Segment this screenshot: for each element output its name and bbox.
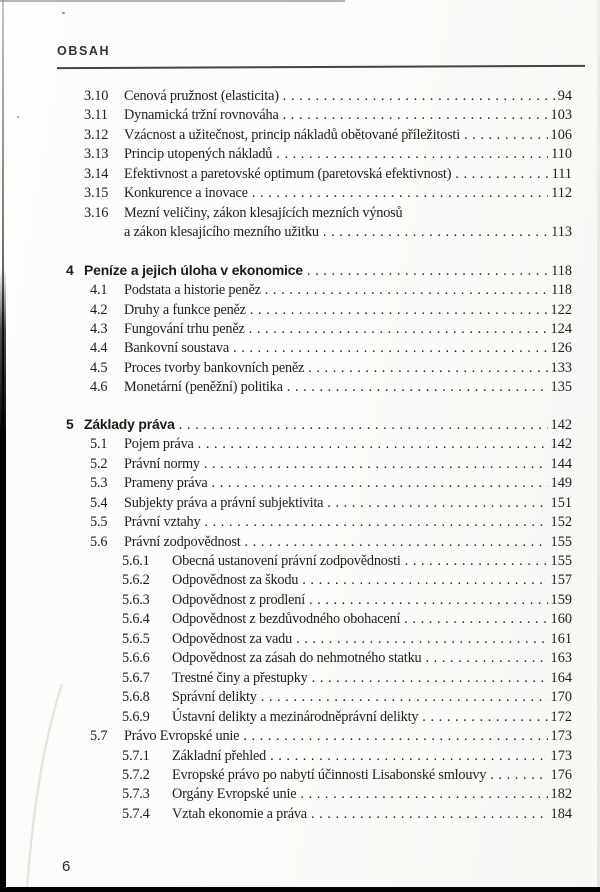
toc-entry-page: 151 xyxy=(550,494,572,511)
toc-entry-page: 118 xyxy=(551,262,572,279)
toc-entry xyxy=(0,785,600,804)
header-rule xyxy=(57,65,585,69)
toc-chapter-entry xyxy=(0,415,600,435)
toc-entry-page: 144 xyxy=(550,455,572,472)
dot-leader xyxy=(287,378,548,397)
toc-entry-label: Orgány Evropské unie xyxy=(172,786,297,803)
toc-entry xyxy=(0,204,600,223)
toc-entry xyxy=(0,708,600,727)
toc-entry-label: Právní zodpovědnost xyxy=(124,533,241,550)
dot-leader xyxy=(302,571,547,590)
toc-entry-label: Pojem práva xyxy=(124,436,194,453)
toc-entry-label: Právo Evropské unie xyxy=(124,728,240,745)
toc-entry-number: 5.5 xyxy=(90,514,108,531)
toc-chapter-entry xyxy=(0,261,600,281)
dot-leader xyxy=(311,805,548,824)
dot-leader xyxy=(307,262,548,281)
toc-entry-number: 5.3 xyxy=(90,475,108,492)
dot-leader xyxy=(327,494,547,513)
paper-crease xyxy=(0,684,90,889)
toc-entry-page: 173 xyxy=(550,728,572,745)
toc-entry-number: 5.7.2 xyxy=(122,766,150,783)
dot-leader xyxy=(245,533,548,552)
toc-entry xyxy=(0,106,600,125)
toc-entry xyxy=(0,727,600,746)
toc-entry-label: Odpovědnost z prodlení xyxy=(172,591,305,608)
toc-entry-number: 3.16 xyxy=(84,204,109,221)
toc-entry-label: Právní normy xyxy=(124,455,200,472)
toc-entry xyxy=(0,513,600,532)
bottom-edge-shadow xyxy=(0,887,600,892)
toc-entry-label: Vzácnost a užitečnost, princip nákladů obětované příležitosti xyxy=(124,126,460,143)
toc-entry-label: Základní přehled xyxy=(172,747,267,764)
toc-entry xyxy=(0,435,600,454)
toc-entry-page: 173 xyxy=(550,747,572,764)
toc-entry xyxy=(0,359,600,378)
toc-entry-label: Evropské právo po nabytí účinnosti Lisabonské smlouvy xyxy=(172,766,487,783)
dot-leader xyxy=(464,126,548,145)
toc-entry-number: 5.6.2 xyxy=(122,572,150,589)
toc-entry-label: Prameny práva xyxy=(124,475,208,492)
toc-entry xyxy=(0,378,600,397)
toc-entry-page: 159 xyxy=(550,591,572,608)
dot-leader xyxy=(422,708,547,727)
dot-leader xyxy=(212,474,548,493)
toc-entry xyxy=(0,494,600,513)
toc-entry-page: 113 xyxy=(551,224,572,241)
toc-entry xyxy=(0,630,600,649)
toc-entry-page: 157 xyxy=(550,572,572,589)
toc-entry xyxy=(0,552,600,571)
toc-list xyxy=(0,87,600,824)
toc-entry-number: 5.7.3 xyxy=(122,786,150,803)
toc-entry-label: Konkurence a inovace xyxy=(124,185,248,202)
dot-leader xyxy=(405,552,548,571)
dot-leader xyxy=(283,106,548,125)
toc-entry-number: 5.6.3 xyxy=(122,591,150,608)
toc-entry-label: Mezní veličiny, zákon klesajících mezních výnosů xyxy=(124,204,403,221)
toc-entry-number: 3.14 xyxy=(84,165,109,182)
toc-entry xyxy=(0,649,600,668)
dot-leader xyxy=(309,591,548,610)
toc-entry xyxy=(0,591,600,610)
toc-entry-label: Cenová pružnost (elasticita) xyxy=(124,88,279,104)
toc-entry-page: 182 xyxy=(550,786,572,803)
toc-entry xyxy=(0,747,600,766)
toc-entry xyxy=(0,281,600,300)
toc-entry-page: 126 xyxy=(550,340,572,357)
toc-entry-number: 4.5 xyxy=(90,359,108,376)
toc-entry xyxy=(0,87,600,106)
toc-entry-label: Bankovní soustava xyxy=(124,340,230,357)
toc-entry-number: 4.1 xyxy=(90,282,108,299)
toc-entry-label: Efektivnost a paretovské optimum (paretovská efektivnost) xyxy=(124,165,452,182)
dot-leader xyxy=(276,145,548,164)
toc-entry-number: 5.1 xyxy=(90,436,108,453)
toc-entry-number: 5.2 xyxy=(90,455,108,472)
toc-entry-label: Základy práva xyxy=(84,415,175,432)
toc-entry-number: 4.2 xyxy=(90,301,108,318)
toc-entry-number: 5.7.1 xyxy=(122,747,150,764)
left-edge-shadow xyxy=(0,268,6,892)
dot-leader xyxy=(233,339,548,358)
dot-leader xyxy=(250,301,548,320)
dot-leader xyxy=(425,649,547,668)
dot-leader xyxy=(252,184,548,203)
dot-leader xyxy=(404,610,547,629)
toc-entry-number: 5.7 xyxy=(90,728,108,745)
dot-leader xyxy=(323,223,548,242)
toc-entry-number: 5.6.6 xyxy=(122,650,150,667)
toc-entry-page: 160 xyxy=(550,611,572,628)
toc-entry-page: 112 xyxy=(551,185,572,202)
toc-entry-page: 184 xyxy=(550,805,572,822)
toc-entry-page: 142 xyxy=(550,416,572,433)
toc-entry-label: Právní vztahy xyxy=(124,514,201,531)
dot-leader xyxy=(270,747,547,766)
toc-entry-label: Dynamická tržní rovnováha xyxy=(124,107,279,124)
toc-entry-number: 5.6.8 xyxy=(122,689,150,706)
toc-entry-number: 5.6.1 xyxy=(122,552,150,569)
toc-entry-label: Obecná ustanovení právní zodpovědnosti xyxy=(172,552,401,569)
toc-entry xyxy=(0,339,600,358)
dot-leader xyxy=(261,688,548,707)
toc-entry-label: Odpovědnost z bezdůvodného obohacení xyxy=(172,611,401,628)
dot-leader xyxy=(179,416,548,435)
toc-entry xyxy=(0,184,600,203)
toc-entry-label: Správní delikty xyxy=(172,689,257,706)
toc-entry-page: 172 xyxy=(550,708,572,725)
toc-entry xyxy=(0,165,600,184)
toc-entry-page: 149 xyxy=(550,475,572,492)
toc-entry xyxy=(0,610,600,629)
toc-entry-page: 161 xyxy=(550,630,572,647)
toc-entry-number: 4.6 xyxy=(90,379,108,396)
toc-entry-page: 118 xyxy=(551,282,572,299)
dot-leader xyxy=(312,669,548,688)
toc-entry-label: Druhy a funkce peněz xyxy=(124,301,246,318)
toc-entry-page: 176 xyxy=(550,766,572,783)
toc-entry-label: Odpovědnost za škodu xyxy=(172,572,299,589)
toc-entry xyxy=(0,145,600,164)
scan-speck xyxy=(62,12,65,14)
dot-leader xyxy=(204,455,548,474)
toc-entry-number: 5.4 xyxy=(90,494,108,511)
toc-entry xyxy=(0,669,600,688)
toc-entry xyxy=(0,805,600,824)
toc-entry-label: Proces tvorby bankovních peněz xyxy=(124,359,305,376)
dot-leader xyxy=(249,320,548,339)
toc-entry-label: Peníze a jejich úloha v ekonomice xyxy=(84,261,303,278)
toc-entry-number: 4 xyxy=(66,261,74,278)
scan-speck xyxy=(17,116,19,118)
toc-entry-label: a zákon klesajícího mezního užitku xyxy=(124,224,319,241)
toc-entry-number: 3.11 xyxy=(84,107,108,124)
toc-entry-page: 155 xyxy=(550,533,572,550)
toc-entry-label: Fungování trhu peněz xyxy=(124,320,245,337)
toc-entry-number: 4.3 xyxy=(90,320,108,337)
toc-entry-page: 170 xyxy=(550,689,572,706)
toc-entry-number: 3.12 xyxy=(84,126,109,143)
top-edge-shadow xyxy=(0,0,345,2)
toc-entry-page: 163 xyxy=(550,650,572,667)
toc-entry xyxy=(0,766,600,785)
dot-leader xyxy=(490,766,547,785)
toc-entry-page: 122 xyxy=(550,301,572,318)
toc-entry-label: Ústavní delikty a mezinárodněprávní delikty xyxy=(172,708,419,725)
toc-entry xyxy=(0,474,600,493)
dot-leader xyxy=(308,359,547,378)
toc-entry-label: Odpovědnost za vadu xyxy=(172,630,293,647)
dot-leader xyxy=(204,513,547,532)
toc-entry xyxy=(0,571,600,590)
toc-entry xyxy=(0,301,600,320)
toc-entry-page: 155 xyxy=(550,552,572,569)
footer-page-number: 6 xyxy=(62,858,71,875)
page-header: OBSAH xyxy=(57,44,111,58)
dot-leader xyxy=(296,630,547,649)
toc-entry-page: 103 xyxy=(550,107,572,124)
toc-entry-number: 5.7.4 xyxy=(122,805,150,822)
toc-entry-number: 3.10 xyxy=(84,88,109,104)
toc-entry-label: Subjekty práva a právní subjektivita xyxy=(124,494,324,511)
toc-entry-page: 133 xyxy=(550,359,572,376)
toc-entry-number: 3.13 xyxy=(84,146,109,163)
toc-entry-number: 5.6 xyxy=(90,533,108,550)
toc-entry-label: Podstata a historie peněz xyxy=(124,282,261,299)
toc-entry-page: 152 xyxy=(550,514,572,531)
toc-entry-page: 106 xyxy=(550,126,572,143)
toc-entry-number: 5.6.4 xyxy=(122,611,150,628)
toc-entry-page: 164 xyxy=(550,669,572,686)
toc-entry-label: Princip utopených nákladů xyxy=(124,146,273,163)
dot-leader xyxy=(455,165,548,184)
dot-leader xyxy=(265,281,548,300)
toc-entry-page: 142 xyxy=(550,436,572,453)
toc-entry-page: 111 xyxy=(551,165,572,182)
toc-entry xyxy=(0,126,600,145)
toc-entry-label: Odpovědnost za zásah do nehmotného statku xyxy=(172,650,422,667)
toc-entry-number: 5.6.9 xyxy=(122,708,150,725)
toc-entry-label: Vztah ekonomie a práva xyxy=(172,805,307,822)
toc-entry-number: 4.4 xyxy=(90,340,108,357)
toc-entry-number: 5.6.5 xyxy=(122,630,150,647)
toc-entry-continuation xyxy=(0,223,600,242)
dot-leader xyxy=(243,727,547,746)
toc-entry-page: 94 xyxy=(557,88,572,104)
toc-entry-page: 135 xyxy=(550,379,572,396)
toc-entry-number: 5.6.7 xyxy=(122,669,150,686)
toc-entry-label: Monetární (peněžní) politika xyxy=(124,379,283,396)
toc-entry xyxy=(0,533,600,552)
toc-entry xyxy=(0,320,600,339)
toc-entry-page: 110 xyxy=(551,146,572,163)
toc-entry-number: 5 xyxy=(66,415,74,432)
dot-leader xyxy=(283,87,555,106)
toc-entry xyxy=(0,455,600,474)
dot-leader xyxy=(198,435,548,454)
toc-entry-label: Trestné činy a přestupky xyxy=(172,669,308,686)
dot-leader xyxy=(300,785,547,804)
toc-entry xyxy=(0,688,600,707)
toc-entry-number: 3.15 xyxy=(84,185,109,202)
toc-entry-page: 124 xyxy=(550,320,572,337)
